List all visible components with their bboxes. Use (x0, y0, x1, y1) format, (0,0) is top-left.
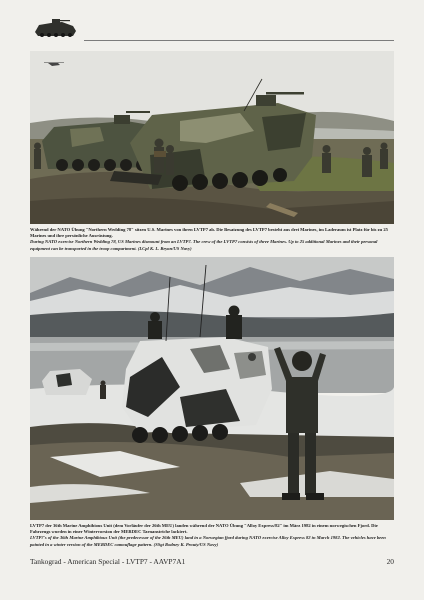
header-vehicle-logo (32, 18, 78, 40)
page-number: 20 (386, 557, 394, 566)
caption-photo-2 (30, 523, 394, 548)
caption-german: Während der NATO Übung "Northern Wedding 78" sitzen U.S. Marines von ihren LVTP7 ab. Die Besatzung des LVTP7 besteht aus drei Marines, im Laderaum ist Platz für bis zu 25 Marines und ihre persönliche Ausrüstung. (30, 227, 388, 239)
header-rule (84, 40, 394, 41)
caption-german: LVTP7 der 36th Marine Amphibious Unit (dem Vorläufer der 26th MEU) landen während der NATO Übung "Alloy Express/82" im März 1982 in einem norwegischen Fjord. Die Fahrzeugs wurden in einer Wintervorsion der MERDEC Tarnanstriche lackiert. (30, 523, 378, 535)
photo-marines-dismount (30, 51, 394, 224)
caption-english: During NATO exercise Northern Wedding 78, US Marines dismount from an LVTP7. The crew of the LVTP7 consists of three Marines. Up to 25 additional Marines and their personal equipment can be transported in the troop compartment. (LCpl K. L. Bryan/US Navy) (30, 239, 378, 251)
photo-fjord-landing (30, 257, 394, 520)
page-footer (30, 557, 394, 567)
caption-photo-1 (30, 227, 394, 252)
footer-title: Tankograd - American Special - LVTP7 - AAVP7A1 (30, 557, 186, 566)
caption-english: LVTP7's of the 36th Marine Amphibious Unit (the predecessor of the 26th MEU) land in a Norwegian fjord during NATO exercise Alloy Express 82 in March 1982. The vehicles have been painted in a winter version of the MERDEC camouflage pattern. (SSgt Rodney K. Prouty/US Navy) (30, 535, 386, 547)
